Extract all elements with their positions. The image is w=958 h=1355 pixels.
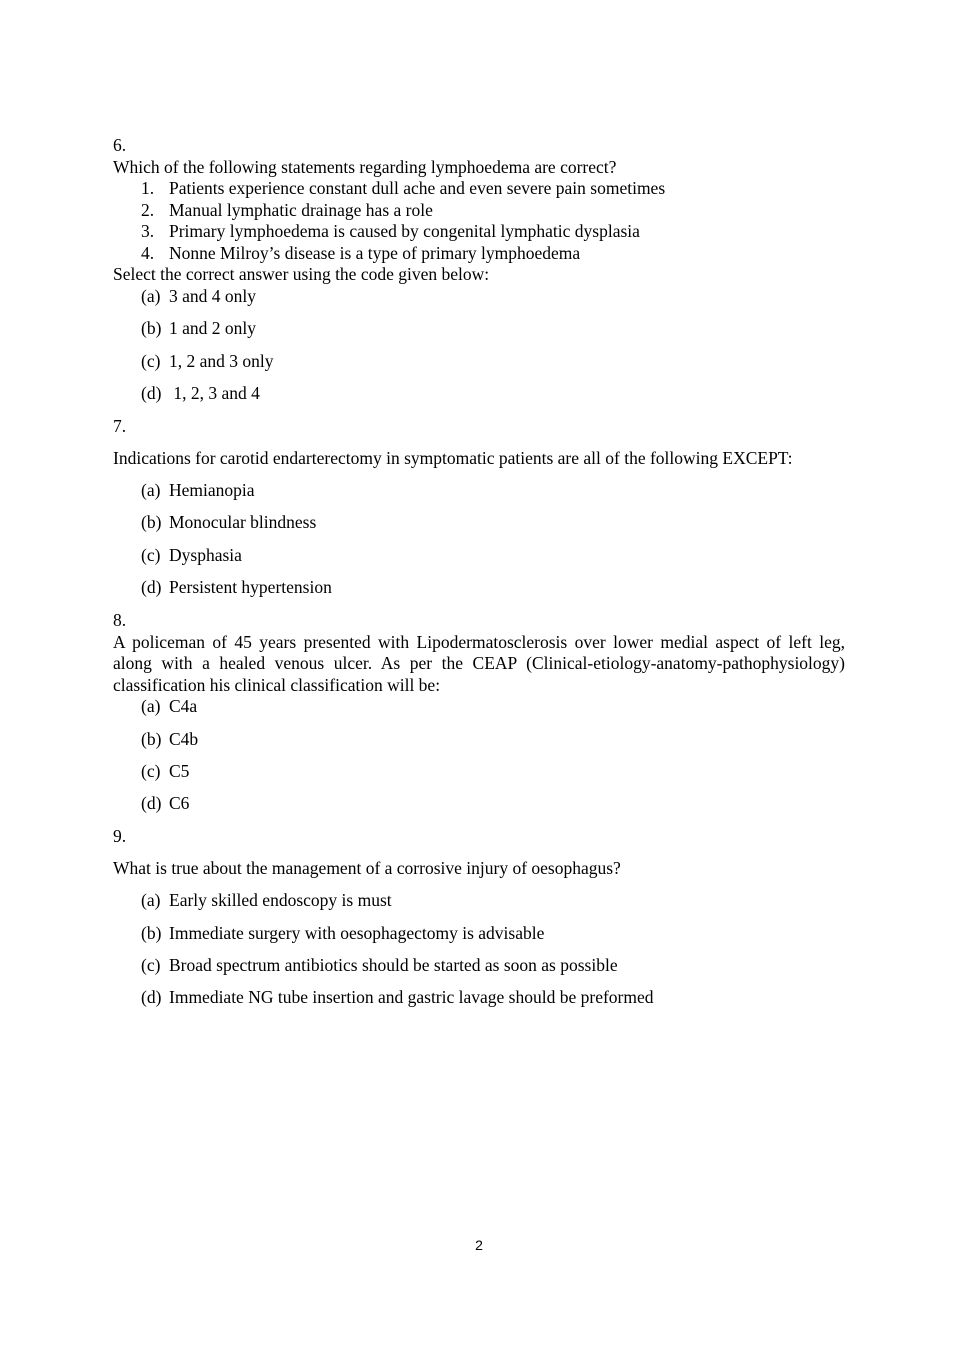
option-b: (b) 1 and 2 only xyxy=(141,318,257,338)
option-d: (d) 1, 2, 3 and 4 xyxy=(141,383,260,403)
page-number: 2 xyxy=(475,1237,483,1253)
option-a: (a) C4a xyxy=(141,696,198,716)
question-9 xyxy=(113,826,845,848)
option-d: (d) Persistent hypertension xyxy=(141,577,332,597)
question-stem: Indications for carotid endarterectomy in symptomatic patients are all of the following EXCEPT: xyxy=(113,448,793,468)
option-a: (a) 3 and 4 only xyxy=(141,286,257,306)
question-number: 8. xyxy=(113,610,127,630)
option-c: (c) Dysphasia xyxy=(141,545,242,565)
question-stem: Which of the following statements regarding lymphoedema are correct? xyxy=(113,156,617,177)
answer-instruction: Select the correct answer using the code given below: xyxy=(113,264,490,284)
option-d: (d) Immediate NG tube insertion and gastric lavage should be preformed xyxy=(141,987,654,1007)
question-number: 6. xyxy=(113,135,127,155)
list-item: 3. Primary lymphoedema is caused by congenital lymphatic dysplasia xyxy=(141,221,640,241)
statement-list xyxy=(113,178,845,264)
option-b: (b) C4b xyxy=(141,729,199,749)
option-d: (d) C6 xyxy=(141,793,190,813)
question-6 xyxy=(113,135,845,286)
list-item: 2. Manual lymphatic drainage has a role xyxy=(141,199,433,220)
option-b: (b) Monocular blindness xyxy=(141,512,317,532)
option-a: (a) Hemianopia xyxy=(141,480,255,500)
option-c: (c) Broad spectrum antibiotics should be started as soon as possible xyxy=(141,955,618,975)
question-number: 9. xyxy=(113,826,127,846)
question-stem: A policeman of 45 years presented with Lipodermatosclerosis over lower medial aspect of left leg, along with a healed venous ulcer. As per the CEAP (Clinical-etiology-anatomy-pathophysiology) classification his clinical classification will be: xyxy=(113,631,845,695)
list-item: 4. Nonne Milroy’s disease is a type of primary lymphoedema xyxy=(141,242,581,263)
question-stem: What is true about the management of a corrosive injury of oesophagus? xyxy=(113,858,621,878)
option-b: (b) Immediate surgery with oesophagectomy is advisable xyxy=(141,923,545,943)
question-7 xyxy=(113,416,845,438)
option-c: (c) C5 xyxy=(141,761,190,781)
option-c: (c) 1, 2 and 3 only xyxy=(141,351,274,371)
question-number: 7. xyxy=(113,416,127,436)
question-8 xyxy=(113,610,845,696)
list-item: 1. Patients experience constant dull ache and even severe pain sometimes xyxy=(141,178,666,198)
option-a: (a) Early skilled endoscopy is must xyxy=(141,890,392,910)
